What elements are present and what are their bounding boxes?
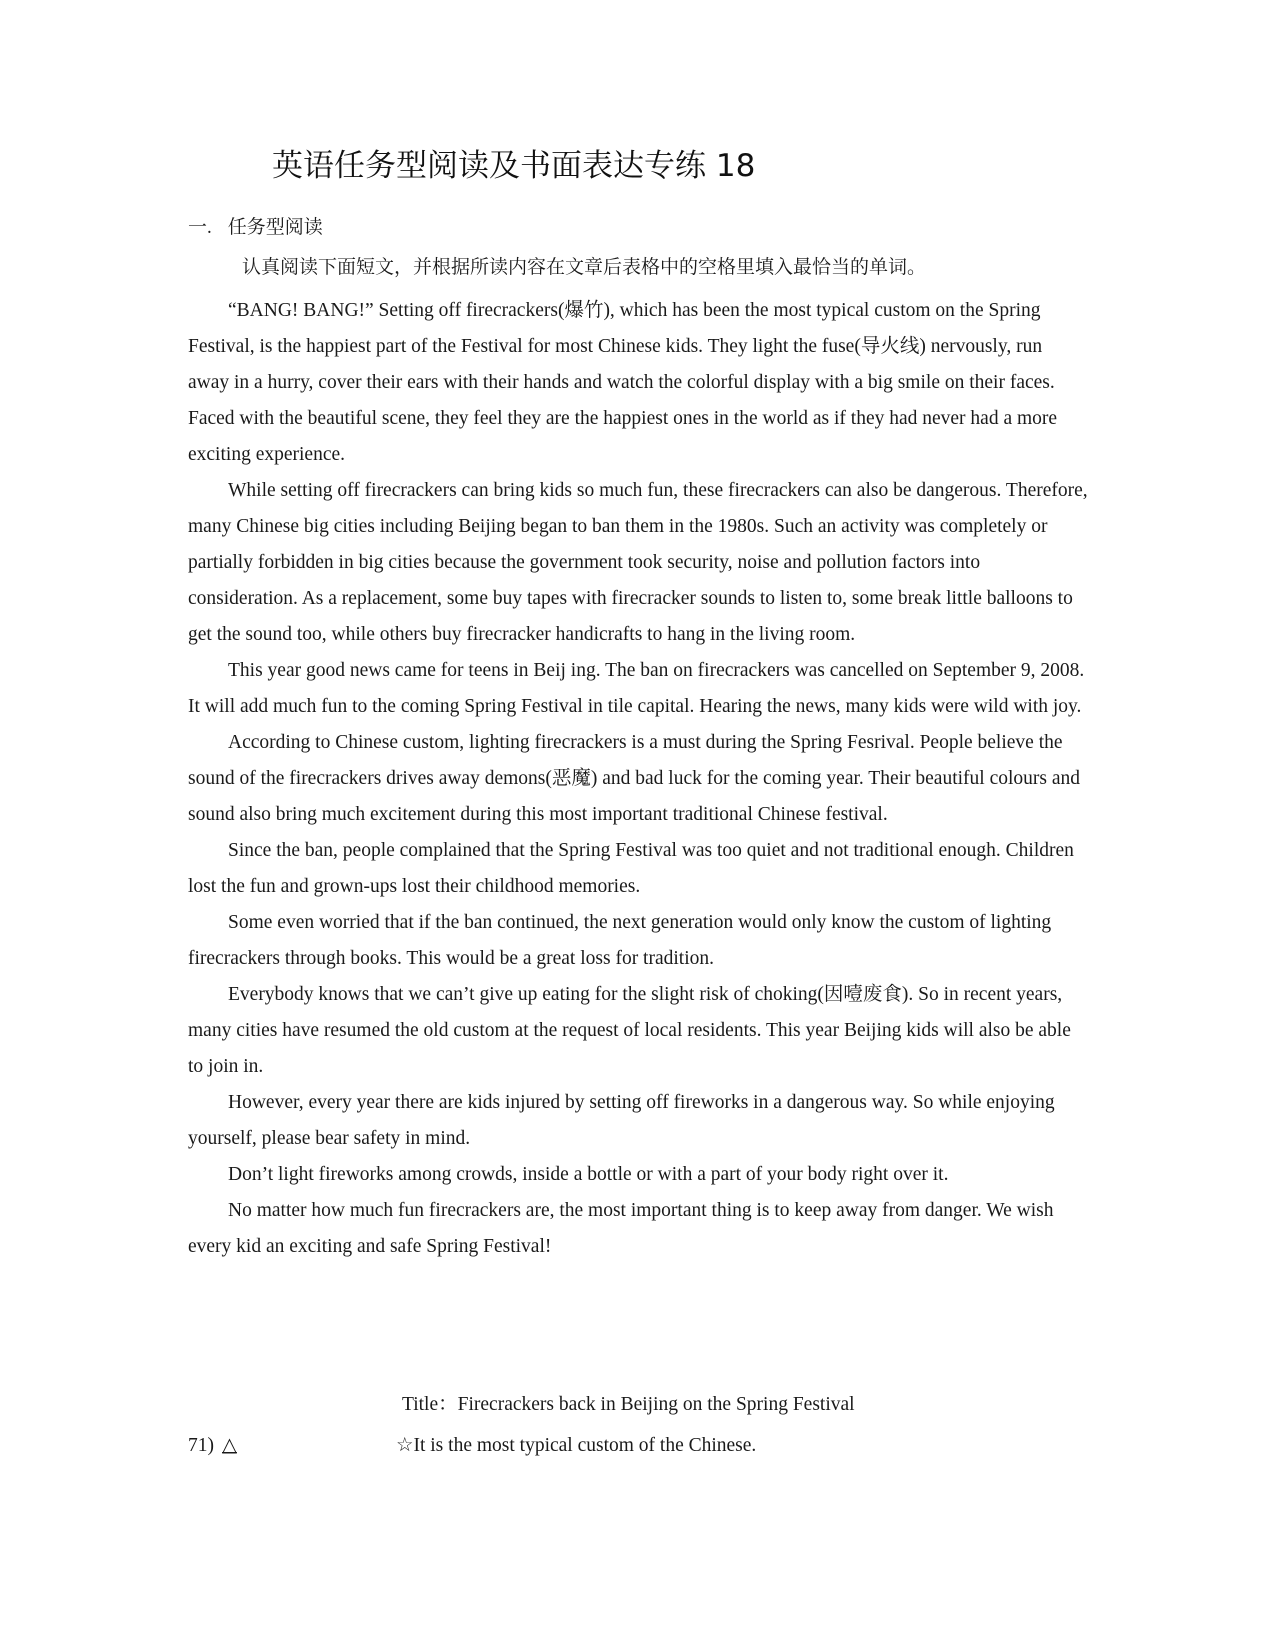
row-statement: ☆It is the most typical custom of the Chinese. [396,1435,757,1456]
question-number: 71) [188,1435,214,1456]
answer-blank [188,1431,245,1461]
document-title: 英语任务型阅读及书面表达专练 18 [272,148,756,184]
passage-paragraph: While setting off firecrackers can bring kids so much fun, these firecrackers can also be dangerous. Therefore, many Chinese big cities including Beijing began to ban them in the 1980s. Such an activity was completely or partially forbidden in big cities because the government took security, noise and pollution factors into consideration. As a replacement, some buy tapes with firecracker sounds to listen to, some break little balloons to get the sound too, while others buy firecracker handicrafts to hang in the living room. [188,480,1088,645]
passage-paragraph: No matter how much fun firecrackers are, the most important thing is to keep away from danger. We wish every kid an exciting and safe Spring Festival! [188,1200,1054,1257]
passage-paragraph: This year good news came for teens in Beij ing. The ban on firecrackers was cancelled on September 9, 2008. It will add much fun to the coming Spring Festival in tile capital. Hearing the news, many kids were wild with joy. [188,660,1085,717]
section-heading [188,214,323,242]
passage-paragraph: Everybody knows that we can’t give up eating for the slight risk of choking(因噎废食). So in recent years, many cities have resumed the old custom at the request of local residents. This year Beijing kids will also be able to join in. [188,984,1071,1077]
table-row [188,1431,1088,1461]
section-number: 一. [188,217,212,238]
instruction-text: 认真阅读下面短文，并根据所读内容在文章后表格中的空格里填入最恰当的单词。 [242,257,927,278]
passage-paragraph: “BANG! BANG!” Setting off firecrackers(爆竹), which has been the most typical custom on the Spring Festival, is the happiest part of the Festival for most Chinese kids. They light the fuse(导火线) nervously, run away in a hurry, cover their ears with their hands and watch the colorful display with a big smile on their faces. Faced with the beautiful scene, they feel they are the happiest ones in the world as if they had never had a more exciting experience. [188,300,1058,465]
passage-paragraph: Don’t light fireworks among crowds, inside a bottle or with a part of your body right over it. [228,1164,949,1185]
blank-triangle-mark: △ [222,1435,237,1456]
table-title: Title：Firecrackers back in Beijing on the Spring Festival [402,1394,855,1415]
section-label: 任务型阅读 [227,217,323,238]
reading-passage [188,293,1088,1265]
passage-paragraph: According to Chinese custom, lighting firecrackers is a must during the Spring Fesrival. People believe the sound of the firecrackers drives away demons(恶魔) and bad luck for the coming year. Their beautiful colours and sound also bring much excitement during this most important traditional Chinese festival. [188,732,1081,825]
passage-paragraph: However, every year there are kids injured by setting off fireworks in a dangerous way. So while enjoying yourself, please bear safety in mind. [188,1092,1055,1149]
passage-paragraph: Some even worried that if the ban continued, the next generation would only know the custom of lighting firecrackers through books. This would be a great loss for tradition. [188,912,1052,969]
scan-artifact [172,697,180,705]
passage-paragraph: Since the ban, people complained that the Spring Festival was too quiet and not traditional enough. Children lost the fun and grown-ups lost their childhood memories. [188,840,1074,897]
